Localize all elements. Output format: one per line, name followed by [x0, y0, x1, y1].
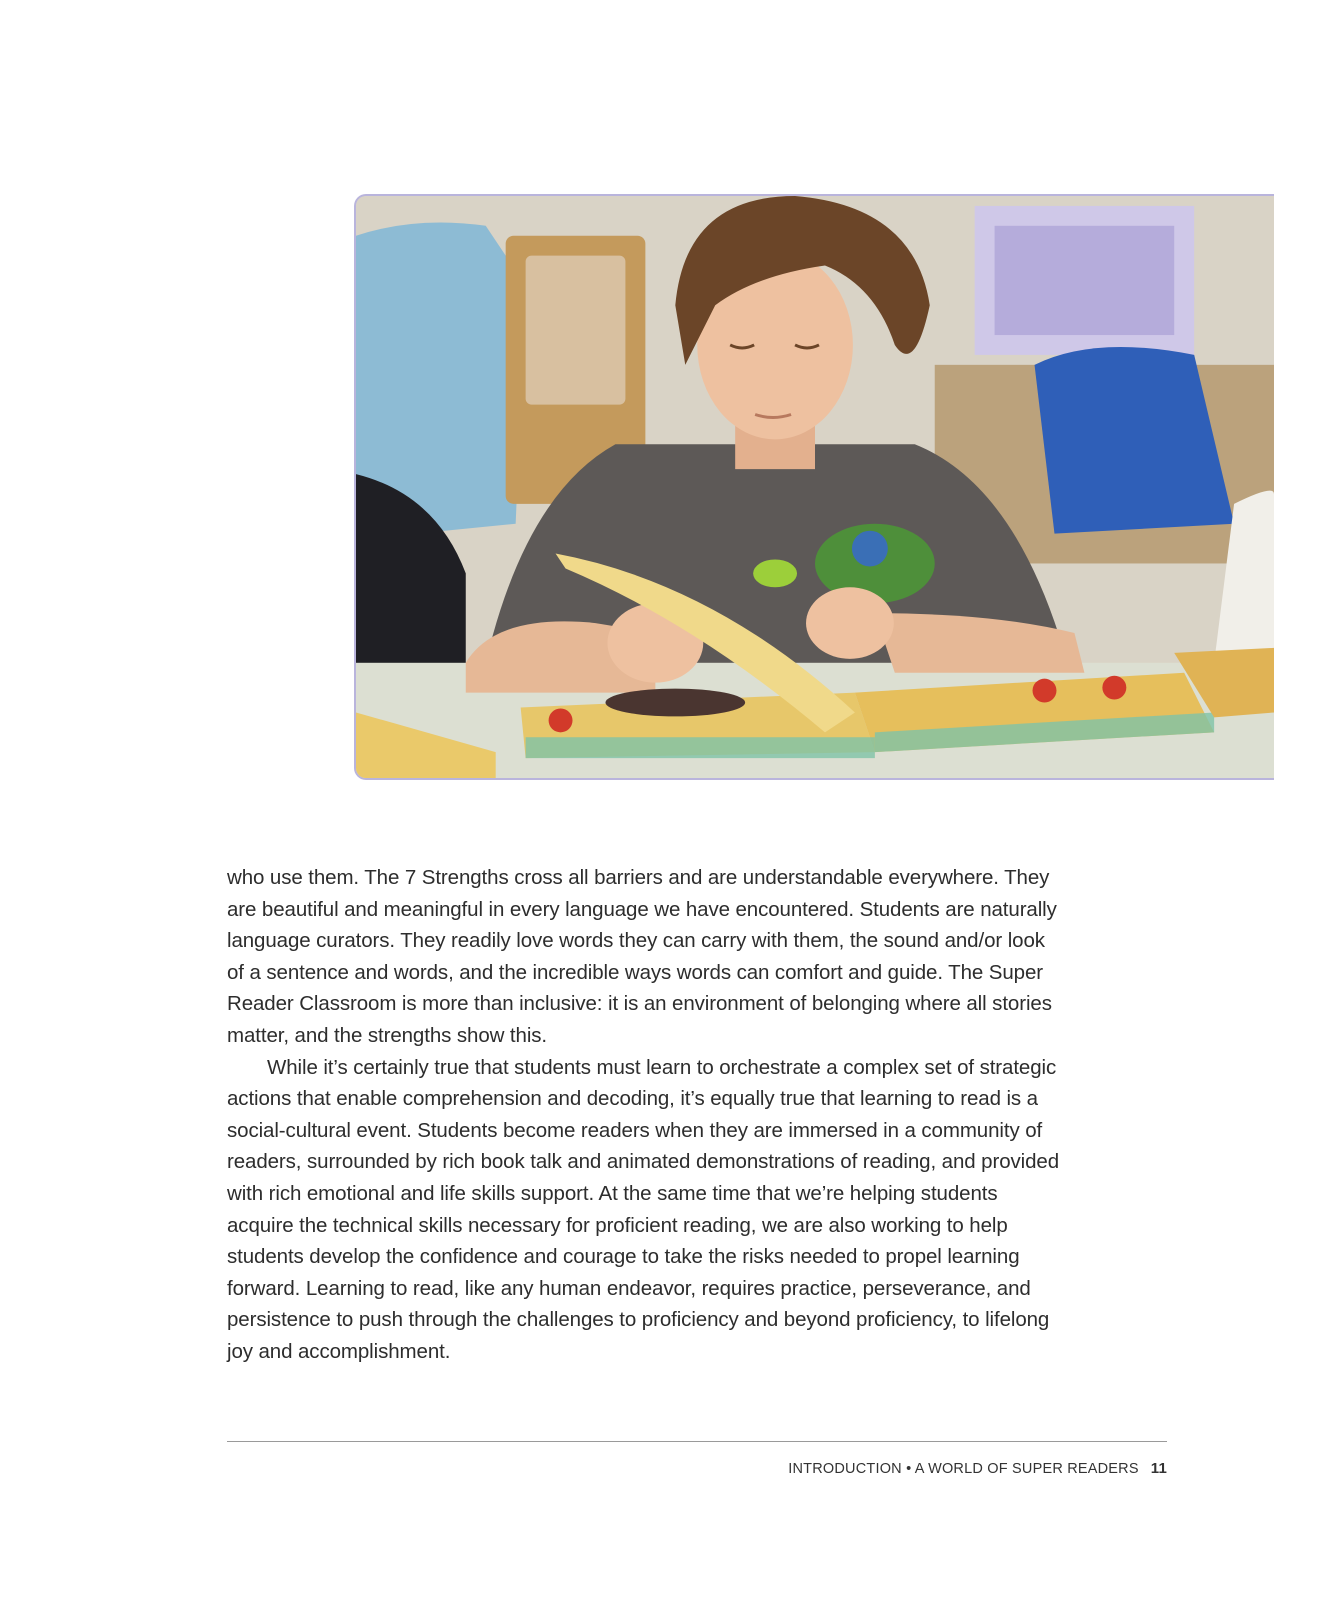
page-footer — [788, 1460, 1167, 1477]
body-text — [227, 862, 1067, 1368]
running-head: INTRODUCTION • A WORLD OF SUPER READERS — [788, 1461, 1139, 1477]
photo-illustration — [356, 196, 1274, 778]
paragraph-1: who use them. The 7 Strengths cross all barriers and are understandable everywhere. They are beautiful and meaningful in every language we have encountered. Students are naturally language curators. They readily love words they can carry with them, the sound and/or look of a sentence and words, and the incredible ways words can comfort and guide. The Super Reader Classroom is more than inclusive: it is an environment of belonging where all stories matter, and the strengths show this. — [227, 866, 1057, 1047]
paragraph-2: While it’s certainly true that students must learn to orchestrate a complex set of strategic actions that enable comprehension and decoding, it’s equally true that learning to read is a social-cultural event. Students become readers when they are immersed in a community of readers, surrounded by rich book talk and animated demonstrations of reading, and provided with rich emotional and life skills support. At the same time that we’re helping students acquire the technical skills necessary for proficient reading, we are also working to help students develop the confidence and courage to take the risks needed to propel learning forward. Learning to read, like any human endeavor, requires practice, perseverance, and persistence to push through the challenges to proficiency and beyond proficiency, to lifelong joy and accomplishment. — [227, 1055, 1060, 1363]
page-number: 11 — [1150, 1460, 1167, 1477]
footer-rule — [227, 1441, 1167, 1442]
photo-boy-reading — [354, 194, 1274, 780]
